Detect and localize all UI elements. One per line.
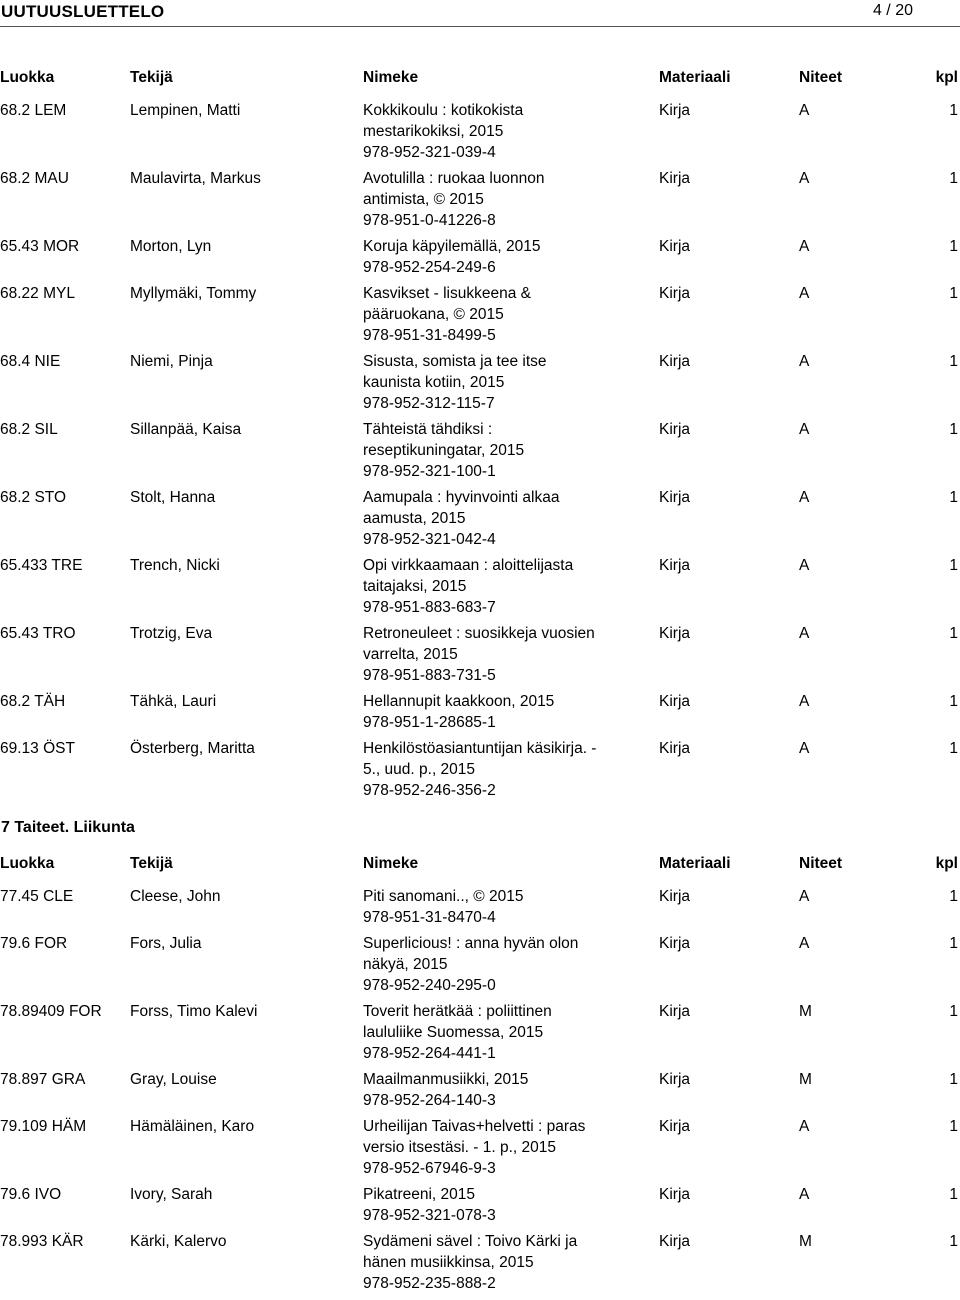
- table-row: [0, 556, 960, 624]
- row-tekija: Trench, Nicki: [130, 557, 220, 575]
- title-line: aamusta, 2015: [363, 510, 466, 527]
- row-tekija: Trotzig, Eva: [130, 625, 213, 643]
- row-kpl: 1: [949, 489, 958, 507]
- isbn: 978-952-254-249-6: [363, 258, 496, 276]
- isbn: 978-952-240-295-0: [363, 976, 496, 994]
- isbn: 978-952-67946-9-3: [363, 1160, 496, 1177]
- row-nimeke: [363, 284, 613, 347]
- row-nimeke: [363, 1232, 613, 1295]
- isbn: 978-951-1-28685-1: [363, 714, 496, 731]
- row-tekija: Österberg, Maritta: [130, 740, 255, 758]
- row-nimeke: [363, 739, 613, 802]
- title-line: antimista, © 2015: [363, 190, 484, 208]
- row-kpl: 1: [949, 170, 958, 187]
- row-niteet: M: [799, 1003, 812, 1021]
- title-line: Sydämeni sävel : Toivo Kärki ja: [363, 1233, 578, 1251]
- col-kpl: kpl: [935, 855, 958, 872]
- isbn: 978-952-321-039-4: [363, 143, 496, 161]
- title-line: Pikatreeni, 2015: [363, 1186, 476, 1204]
- document-title: UUTUUSLUETTELO: [1, 2, 165, 21]
- page-number: [873, 2, 913, 20]
- row-kpl: 1: [949, 888, 958, 905]
- isbn: 978-951-31-8470-4: [363, 908, 496, 926]
- row-materiaali: Kirja: [659, 1186, 691, 1204]
- title-line: kaunista kotiin, 2015: [363, 374, 505, 391]
- row-nimeke: [363, 1070, 613, 1112]
- row-tekija: Maulavirta, Markus: [130, 170, 261, 187]
- col-luokka: Luokka: [0, 69, 55, 86]
- row-kpl: 1: [949, 102, 958, 119]
- row-luokka: 68.2 MAU: [0, 170, 69, 187]
- row-nimeke: [363, 488, 613, 551]
- col-kpl: kpl: [935, 69, 958, 86]
- page-separator: /: [886, 2, 891, 19]
- table-row: [0, 420, 960, 488]
- table-row: [0, 1002, 960, 1070]
- row-tekija: Morton, Lyn: [130, 238, 212, 255]
- section-2: [0, 855, 960, 879]
- row-materiaali: Kirja: [659, 285, 691, 303]
- row-niteet: A: [799, 740, 810, 758]
- row-luokka: 69.13 ÖST: [0, 740, 75, 758]
- row-luokka: 65.433 TRE: [0, 557, 83, 575]
- title-line: Hellannupit kaakkoon, 2015: [363, 693, 555, 711]
- table-row: [0, 169, 960, 237]
- table-row: [0, 1232, 960, 1300]
- row-nimeke: [363, 887, 613, 929]
- row-nimeke: [363, 237, 613, 279]
- row-tekija: Myllymäki, Tommy: [130, 285, 257, 303]
- row-niteet: A: [799, 693, 810, 711]
- row-tekija: Sillanpää, Kaisa: [130, 421, 242, 439]
- isbn: 978-952-235-888-2: [363, 1275, 496, 1293]
- row-niteet: A: [799, 170, 810, 187]
- row-luokka: 78.89409 FOR: [0, 1003, 102, 1021]
- row-kpl: 1: [949, 1003, 958, 1021]
- row-materiaali: Kirja: [659, 1118, 691, 1136]
- isbn: 978-951-883-731-5: [363, 666, 496, 684]
- col-luokka: Luokka: [0, 855, 55, 872]
- title-line: Urheilijan Taivas+helvetti : paras: [363, 1118, 586, 1136]
- row-materiaali: Kirja: [659, 1071, 691, 1089]
- title-line: Tähteistä tähdiksi :: [363, 421, 493, 439]
- section-title: 7 Taiteet. Liikunta: [1, 819, 135, 836]
- row-materiaali: Kirja: [659, 1233, 691, 1251]
- title-line: 5., uud. p., 2015: [363, 761, 476, 779]
- col-materiaali: Materiaali: [659, 69, 731, 86]
- row-kpl: 1: [949, 693, 958, 711]
- row-luokka: 65.43 MOR: [0, 238, 80, 255]
- row-niteet: M: [799, 1233, 812, 1251]
- title-line: Retroneuleet : suosikkeja vuosien: [363, 625, 595, 643]
- title-line: Kasvikset - lisukkeena &: [363, 285, 531, 303]
- row-luokka: 68.22 MYL: [0, 285, 75, 303]
- row-niteet: A: [799, 489, 810, 507]
- row-niteet: A: [799, 888, 810, 905]
- row-luokka: 79.6 FOR: [0, 935, 68, 953]
- row-nimeke: [363, 934, 613, 997]
- row-nimeke: [363, 1185, 613, 1227]
- row-materiaali: Kirja: [659, 693, 691, 711]
- isbn: 978-952-321-042-4: [363, 530, 496, 548]
- header-divider: [0, 26, 960, 27]
- isbn: 978-952-246-356-2: [363, 782, 496, 799]
- title-line: reseptikuningatar, 2015: [363, 442, 525, 459]
- row-kpl: 1: [949, 421, 958, 439]
- row-nimeke: [363, 420, 613, 483]
- row-materiaali: Kirja: [659, 170, 691, 187]
- row-luokka: 77.45 CLE: [0, 888, 74, 905]
- row-materiaali: Kirja: [659, 740, 691, 758]
- row-tekija: Forss, Timo Kalevi: [130, 1003, 258, 1021]
- col-tekija: Tekijä: [130, 69, 173, 86]
- row-luokka: 65.43 TRO: [0, 625, 76, 643]
- title-line: mestarikokiksi, 2015: [363, 122, 504, 140]
- row-tekija: Hämäläinen, Karo: [130, 1118, 255, 1136]
- row-tekija: Ivory, Sarah: [130, 1186, 213, 1204]
- section-2-rows: [0, 887, 960, 1300]
- row-kpl: 1: [949, 740, 958, 758]
- row-materiaali: Kirja: [659, 238, 691, 255]
- page-total: 20: [895, 2, 913, 19]
- table-row: [0, 488, 960, 556]
- row-luokka: 78.993 KÄR: [0, 1233, 84, 1251]
- row-niteet: A: [799, 421, 810, 439]
- table-row: [0, 887, 960, 934]
- row-niteet: A: [799, 1186, 810, 1204]
- row-luokka: 68.4 NIE: [0, 353, 61, 371]
- row-niteet: A: [799, 102, 810, 119]
- section-1-rows: [0, 101, 960, 807]
- isbn: 978-952-321-100-1: [363, 462, 496, 480]
- table-row: [0, 237, 960, 284]
- title-line: Kokkikoulu : kotikokista: [363, 102, 524, 119]
- row-materiaali: Kirja: [659, 102, 691, 119]
- title-line: Toverit herätkää : poliittinen: [363, 1003, 552, 1021]
- section-1: [0, 69, 960, 93]
- row-niteet: A: [799, 238, 810, 255]
- row-tekija: Kärki, Kalervo: [130, 1233, 227, 1251]
- row-materiaali: Kirja: [659, 935, 691, 953]
- row-niteet: M: [799, 1071, 812, 1089]
- isbn: 978-952-264-441-1: [363, 1044, 496, 1062]
- row-kpl: 1: [949, 1186, 958, 1204]
- row-luokka: 79.6 IVO: [0, 1186, 62, 1204]
- title-line: versio itsestäsi. - 1. p., 2015: [363, 1139, 556, 1157]
- row-niteet: A: [799, 625, 810, 643]
- title-line: näkyä, 2015: [363, 956, 448, 973]
- title-line: Avotulilla : ruokaa luonnon: [363, 170, 545, 187]
- row-kpl: 1: [949, 935, 958, 953]
- row-tekija: Gray, Louise: [130, 1071, 217, 1089]
- col-nimeke: Nimeke: [363, 69, 419, 86]
- isbn: 978-951-883-683-7: [363, 598, 496, 616]
- page-current: 4: [872, 2, 882, 19]
- row-materiaali: Kirja: [659, 888, 691, 905]
- col-niteet: Niteet: [799, 69, 843, 86]
- title-line: Opi virkkaamaan : aloittelijasta: [363, 557, 574, 575]
- row-niteet: A: [799, 285, 810, 303]
- row-kpl: 1: [949, 238, 958, 255]
- row-kpl: 1: [949, 1071, 958, 1089]
- isbn: 978-951-31-8499-5: [363, 326, 496, 344]
- title-line: taitajaksi, 2015: [363, 578, 467, 595]
- column-header-row: [0, 855, 960, 879]
- title-line: Koruja käpyilemällä, 2015: [363, 238, 541, 255]
- row-tekija: Niemi, Pinja: [130, 353, 213, 371]
- title-line: hänen musiikkinsa, 2015: [363, 1254, 534, 1272]
- row-nimeke: [363, 169, 613, 232]
- isbn: 978-952-312-115-7: [363, 394, 495, 412]
- row-nimeke: [363, 556, 613, 619]
- row-materiaali: Kirja: [659, 1003, 691, 1021]
- row-nimeke: [363, 624, 613, 687]
- row-luokka: 68.2 LEM: [0, 102, 67, 119]
- row-tekija: Stolt, Hanna: [130, 489, 216, 507]
- table-row: [0, 284, 960, 352]
- row-nimeke: [363, 101, 613, 164]
- title-line: Henkilöstöasiantuntijan käsikirja. -: [363, 740, 597, 758]
- row-luokka: 68.2 SIL: [0, 421, 58, 439]
- table-row: [0, 101, 960, 169]
- row-tekija: Lempinen, Matti: [130, 102, 241, 119]
- row-niteet: A: [799, 353, 810, 371]
- table-row: [0, 1185, 960, 1232]
- table-row: [0, 1070, 960, 1117]
- row-luokka: 79.109 HÄM: [0, 1118, 87, 1136]
- row-niteet: A: [799, 935, 810, 953]
- title-line: Sisusta, somista ja tee itse: [363, 353, 547, 371]
- col-materiaali: Materiaali: [659, 855, 731, 872]
- row-kpl: 1: [949, 1233, 958, 1251]
- row-nimeke: [363, 1117, 613, 1180]
- row-luokka: 68.2 STO: [0, 489, 67, 507]
- title-line: Superlicious! : anna hyvän olon: [363, 935, 579, 953]
- title-line: Aamupala : hyvinvointi alkaa: [363, 489, 560, 507]
- row-materiaali: Kirja: [659, 489, 691, 507]
- title-line: pääruokana, © 2015: [363, 306, 504, 323]
- table-row: [0, 739, 960, 807]
- table-row: [0, 934, 960, 1002]
- row-nimeke: [363, 1002, 613, 1065]
- row-materiaali: Kirja: [659, 557, 691, 575]
- isbn: 978-951-0-41226-8: [363, 211, 496, 229]
- row-nimeke: [363, 352, 613, 415]
- row-tekija: Fors, Julia: [130, 935, 202, 953]
- title-line: varrelta, 2015: [363, 646, 458, 663]
- row-niteet: A: [799, 1118, 810, 1136]
- row-tekija: Tähkä, Lauri: [130, 693, 217, 711]
- row-tekija: Cleese, John: [130, 888, 221, 905]
- col-tekija: Tekijä: [130, 855, 173, 872]
- col-nimeke: Nimeke: [363, 855, 419, 872]
- table-row: [0, 352, 960, 420]
- row-niteet: A: [799, 557, 810, 575]
- title-line: Piti sanomani.., © 2015: [363, 888, 524, 905]
- row-nimeke: [363, 692, 613, 734]
- row-kpl: 1: [949, 285, 958, 303]
- row-luokka: 68.2 TÄH: [0, 693, 66, 711]
- row-kpl: 1: [949, 557, 958, 575]
- col-niteet: Niteet: [799, 855, 843, 872]
- title-line: Maailmanmusiikki, 2015: [363, 1071, 529, 1089]
- row-materiaali: Kirja: [659, 353, 691, 371]
- row-materiaali: Kirja: [659, 421, 691, 439]
- table-row: [0, 692, 960, 739]
- isbn: 978-952-264-140-3: [363, 1092, 496, 1109]
- row-materiaali: Kirja: [659, 625, 691, 643]
- table-row: [0, 624, 960, 692]
- column-header-row: [0, 69, 960, 93]
- title-line: laululiike Suomessa, 2015: [363, 1024, 544, 1041]
- isbn: 978-952-321-078-3: [363, 1207, 496, 1225]
- page-header: [0, 0, 960, 26]
- row-luokka: 78.897 GRA: [0, 1071, 86, 1089]
- row-kpl: 1: [949, 625, 958, 643]
- row-kpl: 1: [949, 353, 958, 371]
- row-kpl: 1: [949, 1118, 958, 1136]
- table-row: [0, 1117, 960, 1185]
